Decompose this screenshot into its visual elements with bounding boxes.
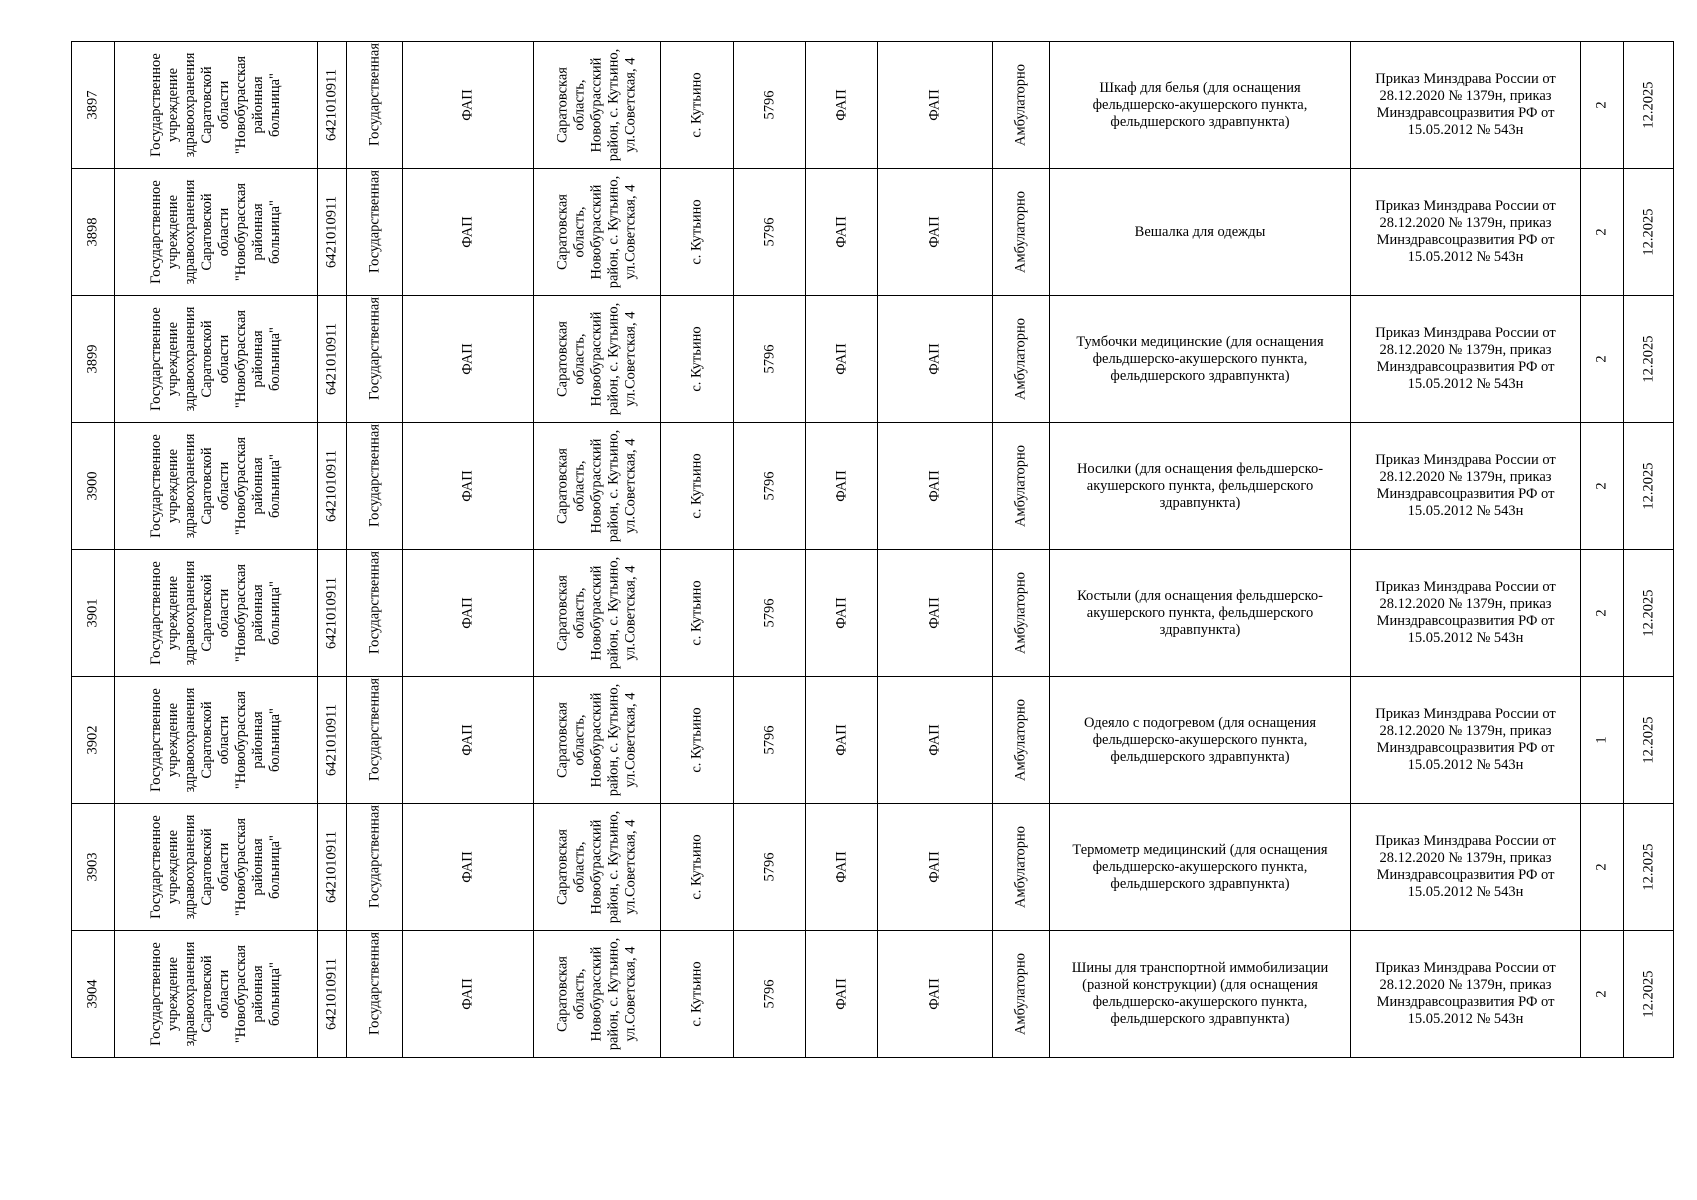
address-text: Саратовская область, Новобурасский район, с. Кутьино, ул.Советская, 4 bbox=[554, 48, 639, 162]
regulation-cell: Приказ Минздрава России от 28.12.2020 № 1379н, приказ Минздравсоцразвития РФ от 15.05.2012 № 543н bbox=[1351, 169, 1581, 296]
facility-type-text: ФАП bbox=[833, 597, 849, 629]
address-cell bbox=[534, 804, 661, 931]
organization-cell bbox=[115, 42, 318, 169]
code-text: 5796 bbox=[761, 90, 777, 120]
quantity-cell bbox=[1581, 931, 1624, 1058]
deadline-text: 12.2025 bbox=[1640, 81, 1656, 129]
quantity-text: 2 bbox=[1593, 228, 1610, 236]
facility-type-cell bbox=[806, 931, 878, 1058]
table-row bbox=[72, 550, 1674, 677]
settlement-text: с. Кутьино bbox=[688, 72, 705, 138]
code-cell bbox=[734, 296, 806, 423]
code-cell bbox=[734, 42, 806, 169]
facility-subtype-text: ФАП bbox=[926, 343, 943, 375]
row-number-text: 3900 bbox=[84, 471, 101, 501]
deadline-text: 12.2025 bbox=[1640, 843, 1656, 891]
address-cell bbox=[534, 42, 661, 169]
organization-cell bbox=[115, 677, 318, 804]
quantity-cell bbox=[1581, 296, 1624, 423]
address-text: Саратовская область, Новобурасский район, с. Кутьино, ул.Советская, 4 bbox=[554, 175, 639, 289]
equipment-item-cell: Одеяло с подогревом (для оснащения фельдшерско-акушерского пункта, фельдшерского здравпункта) bbox=[1050, 677, 1351, 804]
facility-subtype-text: ФАП bbox=[926, 851, 943, 883]
organization-text: Государственное учреждение здравоохранения Саратовской области "Новобурасская районная больница" bbox=[148, 306, 283, 412]
quantity-text: 2 bbox=[1593, 990, 1610, 998]
inn-cell bbox=[318, 169, 347, 296]
organization-cell bbox=[115, 931, 318, 1058]
code-text: 5796 bbox=[761, 852, 777, 882]
table-row bbox=[72, 804, 1674, 931]
row-number-cell bbox=[72, 169, 115, 296]
inn-text: 6421010911 bbox=[323, 577, 340, 649]
address-cell bbox=[534, 550, 661, 677]
ownership-text: Государственная bbox=[366, 805, 382, 908]
deadline-cell bbox=[1624, 677, 1674, 804]
row-number-cell bbox=[72, 42, 115, 169]
unit-cell bbox=[403, 677, 534, 804]
code-text: 5796 bbox=[761, 217, 777, 247]
organization-cell bbox=[115, 296, 318, 423]
inn-cell bbox=[318, 677, 347, 804]
regulation-cell: Приказ Минздрава России от 28.12.2020 № 1379н, приказ Минздравсоцразвития РФ от 15.05.2012 № 543н bbox=[1351, 677, 1581, 804]
organization-cell bbox=[115, 550, 318, 677]
ownership-cell bbox=[347, 169, 403, 296]
ownership-cell bbox=[347, 677, 403, 804]
facility-type-text: ФАП bbox=[833, 851, 849, 883]
care-form-cell bbox=[993, 169, 1050, 296]
settlement-text: с. Кутьино bbox=[688, 834, 705, 900]
address-cell bbox=[534, 423, 661, 550]
equipment-table bbox=[71, 41, 1674, 1058]
inn-text: 6421010911 bbox=[323, 958, 340, 1030]
code-text: 5796 bbox=[761, 598, 777, 628]
organization-text: Государственное учреждение здравоохранения Саратовской области "Новобурасская районная больница" bbox=[148, 433, 283, 539]
row-number-cell bbox=[72, 550, 115, 677]
facility-type-cell bbox=[806, 423, 878, 550]
facility-subtype-text: ФАП bbox=[926, 470, 943, 502]
unit-cell bbox=[403, 931, 534, 1058]
settlement-text: с. Кутьино bbox=[688, 580, 705, 646]
quantity-cell bbox=[1581, 423, 1624, 550]
facility-type-text: ФАП bbox=[833, 216, 849, 248]
code-cell bbox=[734, 931, 806, 1058]
inn-cell bbox=[318, 804, 347, 931]
unit-text: ФАП bbox=[459, 724, 476, 756]
unit-cell bbox=[403, 550, 534, 677]
settlement-text: с. Кутьино bbox=[688, 707, 705, 773]
quantity-text: 2 bbox=[1593, 482, 1610, 490]
facility-subtype-text: ФАП bbox=[926, 978, 943, 1010]
table-row bbox=[72, 42, 1674, 169]
inn-text: 6421010911 bbox=[323, 704, 340, 776]
row-number-cell bbox=[72, 931, 115, 1058]
facility-type-cell bbox=[806, 169, 878, 296]
address-text: Саратовская область, Новобурасский район, с. Кутьино, ул.Советская, 4 bbox=[554, 810, 639, 924]
address-cell bbox=[534, 169, 661, 296]
address-text: Саратовская область, Новобурасский район, с. Кутьино, ул.Советская, 4 bbox=[554, 302, 639, 416]
deadline-cell bbox=[1624, 804, 1674, 931]
ownership-cell bbox=[347, 423, 403, 550]
care-form-cell bbox=[993, 42, 1050, 169]
unit-text: ФАП bbox=[459, 470, 476, 502]
ownership-text: Государственная bbox=[366, 170, 382, 273]
row-number-text: 3899 bbox=[84, 344, 101, 374]
ownership-cell bbox=[347, 804, 403, 931]
facility-subtype-text: ФАП bbox=[926, 89, 943, 121]
settlement-text: с. Кутьино bbox=[688, 453, 705, 519]
settlement-cell bbox=[661, 677, 734, 804]
care-form-cell bbox=[993, 296, 1050, 423]
code-cell bbox=[734, 677, 806, 804]
table-row bbox=[72, 296, 1674, 423]
regulation-cell: Приказ Минздрава России от 28.12.2020 № 1379н, приказ Минздравсоцразвития РФ от 15.05.2012 № 543н bbox=[1351, 42, 1581, 169]
regulation-cell: Приказ Минздрава России от 28.12.2020 № 1379н, приказ Минздравсоцразвития РФ от 15.05.2012 № 543н bbox=[1351, 931, 1581, 1058]
quantity-cell bbox=[1581, 169, 1624, 296]
code-text: 5796 bbox=[761, 344, 777, 374]
facility-type-text: ФАП bbox=[833, 724, 849, 756]
quantity-cell bbox=[1581, 677, 1624, 804]
regulation-cell: Приказ Минздрава России от 28.12.2020 № 1379н, приказ Минздравсоцразвития РФ от 15.05.2012 № 543н bbox=[1351, 423, 1581, 550]
unit-cell bbox=[403, 169, 534, 296]
settlement-text: с. Кутьино bbox=[688, 326, 705, 392]
unit-text: ФАП bbox=[459, 89, 476, 121]
deadline-cell bbox=[1624, 296, 1674, 423]
equipment-item-cell: Костыли (для оснащения фельдшерско-акушерского пункта, фельдшерского здравпункта) bbox=[1050, 550, 1351, 677]
facility-subtype-cell bbox=[878, 804, 993, 931]
unit-text: ФАП bbox=[459, 597, 476, 629]
equipment-item-cell: Шкаф для белья (для оснащения фельдшерско-акушерского пункта, фельдшерского здравпункта) bbox=[1050, 42, 1351, 169]
inn-text: 6421010911 bbox=[323, 69, 340, 141]
deadline-text: 12.2025 bbox=[1640, 716, 1656, 764]
facility-subtype-text: ФАП bbox=[926, 597, 943, 629]
inn-cell bbox=[318, 931, 347, 1058]
care-form-cell bbox=[993, 931, 1050, 1058]
table-row bbox=[72, 423, 1674, 550]
unit-cell bbox=[403, 42, 534, 169]
settlement-cell bbox=[661, 931, 734, 1058]
row-number-text: 3901 bbox=[84, 598, 101, 628]
care-form-text: Амбулаторно bbox=[1012, 825, 1029, 909]
organization-text: Государственное учреждение здравоохранения Саратовской области "Новобурасская районная больница" bbox=[148, 52, 283, 158]
facility-type-text: ФАП bbox=[833, 89, 849, 121]
settlement-cell bbox=[661, 423, 734, 550]
ownership-text: Государственная bbox=[366, 297, 382, 400]
settlement-cell bbox=[661, 550, 734, 677]
inn-cell bbox=[318, 42, 347, 169]
deadline-text: 12.2025 bbox=[1640, 589, 1656, 637]
unit-cell bbox=[403, 423, 534, 550]
organization-text: Государственное учреждение здравоохранения Саратовской области "Новобурасская районная больница" bbox=[148, 941, 283, 1047]
care-form-cell bbox=[993, 677, 1050, 804]
deadline-cell bbox=[1624, 931, 1674, 1058]
facility-type-cell bbox=[806, 296, 878, 423]
row-number-text: 3902 bbox=[84, 725, 101, 755]
settlement-text: с. Кутьино bbox=[688, 961, 705, 1027]
table-row bbox=[72, 169, 1674, 296]
deadline-cell bbox=[1624, 42, 1674, 169]
equipment-item-cell: Носилки (для оснащения фельдшерско-акушерского пункта, фельдшерского здравпункта) bbox=[1050, 423, 1351, 550]
inn-text: 6421010911 bbox=[323, 196, 340, 268]
care-form-cell bbox=[993, 804, 1050, 931]
unit-cell bbox=[403, 296, 534, 423]
deadline-text: 12.2025 bbox=[1640, 335, 1656, 383]
inn-text: 6421010911 bbox=[323, 831, 340, 903]
unit-text: ФАП bbox=[459, 216, 476, 248]
equipment-item-cell: Вешалка для одежды bbox=[1050, 169, 1351, 296]
inn-cell bbox=[318, 550, 347, 677]
inn-text: 6421010911 bbox=[323, 323, 340, 395]
inn-cell bbox=[318, 296, 347, 423]
unit-text: ФАП bbox=[459, 851, 476, 883]
row-number-text: 3904 bbox=[84, 979, 101, 1009]
care-form-cell bbox=[993, 423, 1050, 550]
code-cell bbox=[734, 423, 806, 550]
unit-cell bbox=[403, 804, 534, 931]
inn-text: 6421010911 bbox=[323, 450, 340, 522]
row-number-text: 3903 bbox=[84, 852, 101, 882]
deadline-text: 12.2025 bbox=[1640, 462, 1656, 510]
organization-text: Государственное учреждение здравоохранения Саратовской области "Новобурасская районная больница" bbox=[148, 814, 283, 920]
code-text: 5796 bbox=[761, 471, 777, 501]
regulation-cell: Приказ Минздрава России от 28.12.2020 № 1379н, приказ Минздравсоцразвития РФ от 15.05.2012 № 543н bbox=[1351, 296, 1581, 423]
facility-type-text: ФАП bbox=[833, 343, 849, 375]
care-form-text: Амбулаторно bbox=[1012, 317, 1029, 401]
table-body bbox=[72, 42, 1674, 1058]
quantity-text: 2 bbox=[1593, 609, 1610, 617]
facility-subtype-cell bbox=[878, 296, 993, 423]
care-form-cell bbox=[993, 550, 1050, 677]
unit-text: ФАП bbox=[459, 978, 476, 1010]
address-cell bbox=[534, 677, 661, 804]
ownership-cell bbox=[347, 296, 403, 423]
deadline-cell bbox=[1624, 423, 1674, 550]
settlement-cell bbox=[661, 296, 734, 423]
organization-cell bbox=[115, 804, 318, 931]
deadline-cell bbox=[1624, 169, 1674, 296]
organization-cell bbox=[115, 423, 318, 550]
facility-subtype-text: ФАП bbox=[926, 216, 943, 248]
address-cell bbox=[534, 296, 661, 423]
table-row bbox=[72, 931, 1674, 1058]
facility-subtype-cell bbox=[878, 169, 993, 296]
quantity-text: 2 bbox=[1593, 355, 1610, 363]
ownership-text: Государственная bbox=[366, 932, 382, 1035]
table-row bbox=[72, 677, 1674, 804]
row-number-cell bbox=[72, 296, 115, 423]
address-text: Саратовская область, Новобурасский район, с. Кутьино, ул.Советская, 4 bbox=[554, 429, 639, 543]
equipment-item-cell: Тумбочки медицинские (для оснащения фельдшерско-акушерского пункта, фельдшерского здравпункта) bbox=[1050, 296, 1351, 423]
address-text: Саратовская область, Новобурасский район, с. Кутьино, ул.Советская, 4 bbox=[554, 683, 639, 797]
ownership-text: Государственная bbox=[366, 424, 382, 527]
quantity-cell bbox=[1581, 550, 1624, 677]
unit-text: ФАП bbox=[459, 343, 476, 375]
address-cell bbox=[534, 931, 661, 1058]
organization-text: Государственное учреждение здравоохранения Саратовской области "Новобурасская районная больница" bbox=[148, 179, 283, 285]
ownership-text: Государственная bbox=[366, 678, 382, 781]
quantity-text: 2 bbox=[1593, 863, 1610, 871]
equipment-item-cell: Шины для транспортной иммобилизации (разной конструкции) (для оснащения фельдшерско-акушерского пункта, фельдшерского здравпункта) bbox=[1050, 931, 1351, 1058]
facility-subtype-text: ФАП bbox=[926, 724, 943, 756]
quantity-text: 1 bbox=[1593, 736, 1610, 744]
facility-type-cell bbox=[806, 677, 878, 804]
organization-cell bbox=[115, 169, 318, 296]
care-form-text: Амбулаторно bbox=[1012, 444, 1029, 528]
deadline-text: 12.2025 bbox=[1640, 208, 1656, 256]
facility-subtype-cell bbox=[878, 677, 993, 804]
code-text: 5796 bbox=[761, 725, 777, 755]
row-number-cell bbox=[72, 423, 115, 550]
facility-subtype-cell bbox=[878, 550, 993, 677]
deadline-text: 12.2025 bbox=[1640, 970, 1656, 1018]
ownership-cell bbox=[347, 931, 403, 1058]
ownership-text: Государственная bbox=[366, 43, 382, 146]
row-number-text: 3898 bbox=[84, 217, 101, 247]
facility-type-text: ФАП bbox=[833, 978, 849, 1010]
facility-subtype-cell bbox=[878, 931, 993, 1058]
care-form-text: Амбулаторно bbox=[1012, 698, 1029, 782]
quantity-cell bbox=[1581, 804, 1624, 931]
organization-text: Государственное учреждение здравоохранения Саратовской области "Новобурасская районная больница" bbox=[148, 560, 283, 666]
row-number-cell bbox=[72, 804, 115, 931]
row-number-cell bbox=[72, 677, 115, 804]
ownership-cell bbox=[347, 42, 403, 169]
facility-type-text: ФАП bbox=[833, 470, 849, 502]
facility-type-cell bbox=[806, 550, 878, 677]
settlement-cell bbox=[661, 804, 734, 931]
code-cell bbox=[734, 550, 806, 677]
code-cell bbox=[734, 804, 806, 931]
code-cell bbox=[734, 169, 806, 296]
care-form-text: Амбулаторно bbox=[1012, 571, 1029, 655]
settlement-cell bbox=[661, 42, 734, 169]
code-text: 5796 bbox=[761, 979, 777, 1009]
row-number-text: 3897 bbox=[84, 90, 101, 120]
facility-type-cell bbox=[806, 804, 878, 931]
care-form-text: Амбулаторно bbox=[1012, 63, 1029, 147]
equipment-item-cell: Термометр медицинский (для оснащения фельдшерско-акушерского пункта, фельдшерского здравпункта) bbox=[1050, 804, 1351, 931]
quantity-text: 2 bbox=[1593, 101, 1610, 109]
settlement-text: с. Кутьино bbox=[688, 199, 705, 265]
address-text: Саратовская область, Новобурасский район, с. Кутьино, ул.Советская, 4 bbox=[554, 937, 639, 1051]
facility-subtype-cell bbox=[878, 42, 993, 169]
care-form-text: Амбулаторно bbox=[1012, 190, 1029, 274]
facility-subtype-cell bbox=[878, 423, 993, 550]
ownership-cell bbox=[347, 550, 403, 677]
ownership-text: Государственная bbox=[366, 551, 382, 654]
regulation-cell: Приказ Минздрава России от 28.12.2020 № 1379н, приказ Минздравсоцразвития РФ от 15.05.2012 № 543н bbox=[1351, 550, 1581, 677]
care-form-text: Амбулаторно bbox=[1012, 952, 1029, 1036]
settlement-cell bbox=[661, 169, 734, 296]
quantity-cell bbox=[1581, 42, 1624, 169]
inn-cell bbox=[318, 423, 347, 550]
facility-type-cell bbox=[806, 42, 878, 169]
organization-text: Государственное учреждение здравоохранения Саратовской области "Новобурасская районная больница" bbox=[148, 687, 283, 793]
address-text: Саратовская область, Новобурасский район, с. Кутьино, ул.Советская, 4 bbox=[554, 556, 639, 670]
regulation-cell: Приказ Минздрава России от 28.12.2020 № 1379н, приказ Минздравсоцразвития РФ от 15.05.2012 № 543н bbox=[1351, 804, 1581, 931]
deadline-cell bbox=[1624, 550, 1674, 677]
